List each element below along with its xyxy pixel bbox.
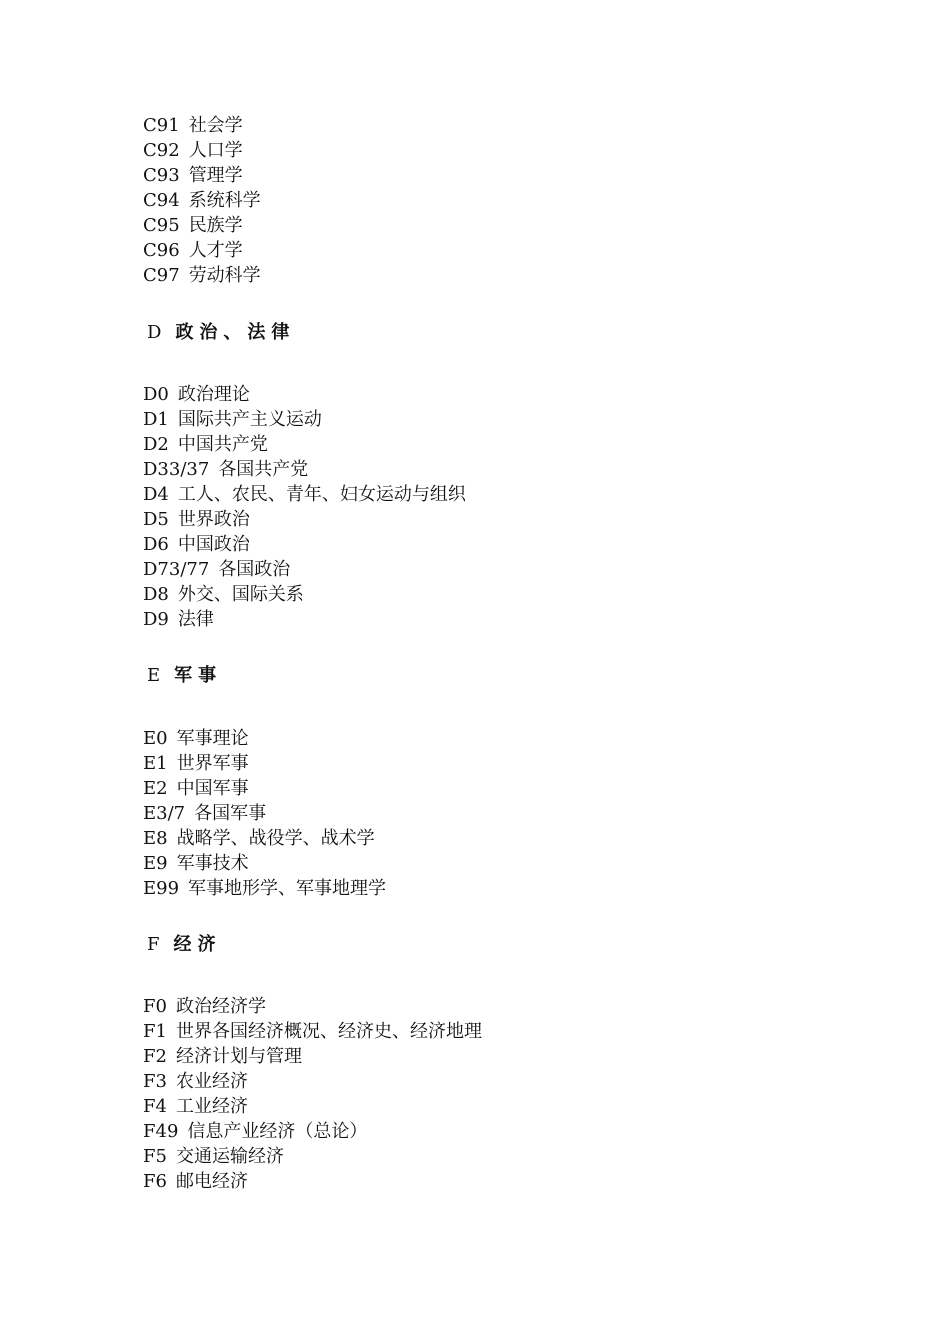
list-item: D2 中国共产党	[143, 434, 268, 455]
list-item: D4 工人、农民、青年、妇女运动与组织	[143, 484, 466, 505]
list-item: F2 经济计划与管理	[143, 1046, 302, 1067]
list-item: C92 人口学	[143, 140, 243, 161]
list-item: D6 中国政治	[143, 534, 250, 555]
list-item: D1 国际共产主义运动	[143, 409, 322, 430]
list-item: C94 系统科学	[143, 190, 261, 211]
section-d-list	[143, 382, 466, 632]
list-item: F1 世界各国经济概况、经济史、经济地理	[143, 1021, 482, 1042]
list-item: E2 中国军事	[143, 778, 249, 799]
list-item: F3 农业经济	[143, 1071, 248, 1092]
list-item: C97 劳动科学	[143, 265, 261, 286]
section-heading-d: D 政治、法律	[147, 322, 296, 343]
list-item: D9 法律	[143, 609, 214, 630]
section-c-list	[143, 113, 261, 288]
list-item: D8 外交、国际关系	[143, 584, 304, 605]
list-item: D0 政治理论	[143, 384, 250, 405]
list-item: F5 交通运输经济	[143, 1146, 284, 1167]
list-item: F6 邮电经济	[143, 1171, 248, 1192]
section-f-list	[143, 994, 482, 1194]
section-e-list	[143, 726, 386, 901]
list-item: E8 战略学、战役学、战术学	[143, 828, 375, 849]
list-item: F0 政治经济学	[143, 996, 266, 1017]
list-item: E1 世界军事	[143, 753, 249, 774]
section-heading-f: F 经济	[147, 934, 222, 955]
list-item: C93 管理学	[143, 165, 243, 186]
list-item: C96 人才学	[143, 240, 243, 261]
list-item: E0 军事理论	[143, 728, 249, 749]
list-item: C91 社会学	[143, 115, 243, 136]
list-item: D73/77 各国政治	[143, 559, 291, 580]
list-item: F49 信息产业经济（总论）	[143, 1121, 368, 1142]
list-item: F4 工业经济	[143, 1096, 248, 1117]
list-item: E99 军事地形学、军事地理学	[143, 878, 387, 899]
list-item: E3/7 各国军事	[143, 803, 267, 824]
list-item: D33/37 各国共产党	[143, 459, 309, 480]
list-item: C95 民族学	[143, 215, 243, 236]
list-item: D5 世界政治	[143, 509, 250, 530]
list-item: E9 军事技术	[143, 853, 249, 874]
section-heading-e: E 军事	[147, 665, 223, 686]
